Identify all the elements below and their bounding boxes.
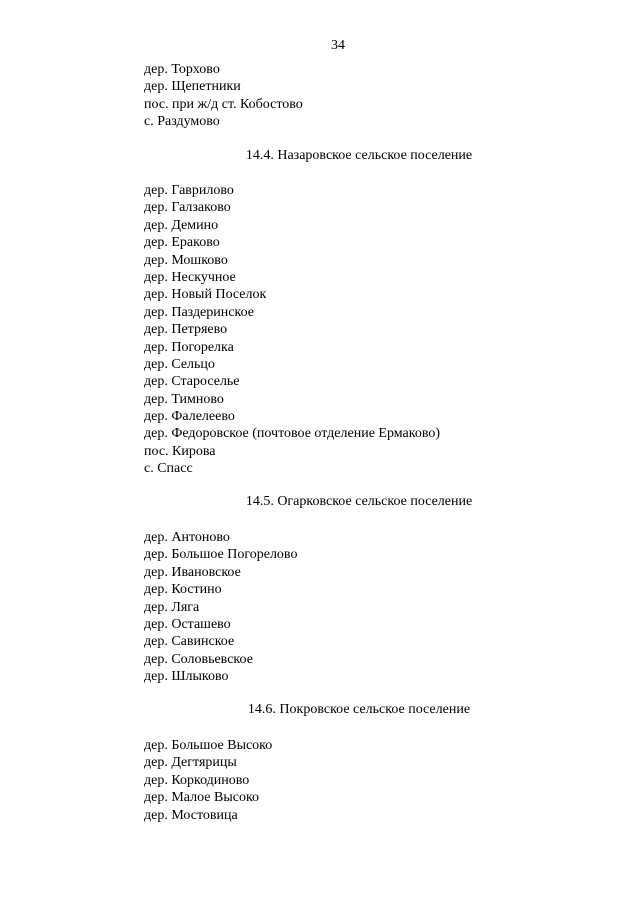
list-item: с. Спасс [144, 461, 193, 477]
list-item: дер. Мостовица [144, 807, 238, 823]
list-item: дер. Савинское [144, 634, 235, 650]
list-item: дер. Щепетники [144, 79, 241, 95]
list-item: дер. Погорелка [144, 339, 234, 355]
list-item: с. Раздумово [144, 114, 220, 130]
list-item: дер. Староселье [144, 374, 240, 390]
list-item: дер. Демино [144, 217, 219, 233]
list-item: дер. Осташево [144, 616, 231, 632]
page-number: 34 [331, 38, 345, 53]
section-heading-14-4: 14.4. Назаровское сельское поселение [245, 148, 473, 163]
list-item: дер. Петряево [144, 322, 228, 338]
section-list-14-4 [144, 182, 440, 478]
list-item: дер. Ераково [144, 235, 220, 251]
list-item: дер. Сельцо [144, 356, 215, 372]
list-item: дер. Мошково [144, 252, 228, 268]
list-item: дер. Соловьевское [144, 651, 253, 667]
list-item: дер. Нескучное [144, 269, 236, 285]
section-heading-14-6: 14.6. Покровское сельское поселение [247, 702, 471, 717]
list-item: дер. Ивановское [144, 564, 241, 580]
list-item: дер. Малое Высоко [144, 790, 260, 806]
section-heading-14-5: 14.5. Огарковское сельское поселение [245, 494, 473, 509]
list-item: дер. Коркодиново [144, 772, 250, 788]
list-item: дер. Шлыково [144, 669, 229, 685]
list-item: дер. Федоровское (почтовое отделение Ермаково) [144, 426, 441, 442]
list-item: дер. Большое Погорелово [144, 547, 298, 563]
list-item: пос. при ж/д ст. Кобостово [144, 96, 303, 112]
list-item: дер. Антоново [144, 530, 230, 545]
list-item: дер. Торхово [144, 62, 220, 77]
list-item: дер. Фалелеево [144, 409, 235, 425]
list-item: дер. Галзаково [144, 200, 231, 216]
list-item: пос. Кирова [144, 443, 216, 459]
section-list-14-6 [144, 737, 272, 824]
intro-list [144, 61, 303, 131]
list-item: дер. Новый Поселок [144, 287, 267, 303]
list-item: дер. Гаврилово [144, 183, 234, 198]
section-list-14-5 [144, 529, 297, 686]
list-item: дер. Паздеринское [144, 304, 254, 320]
list-item: дер. Тимново [144, 391, 224, 407]
list-item: дер. Большое Высоко [144, 738, 273, 753]
list-item: дер. Ляга [144, 599, 200, 615]
list-item: дер. Дегтярицы [144, 755, 237, 771]
list-item: дер. Костино [144, 582, 222, 598]
